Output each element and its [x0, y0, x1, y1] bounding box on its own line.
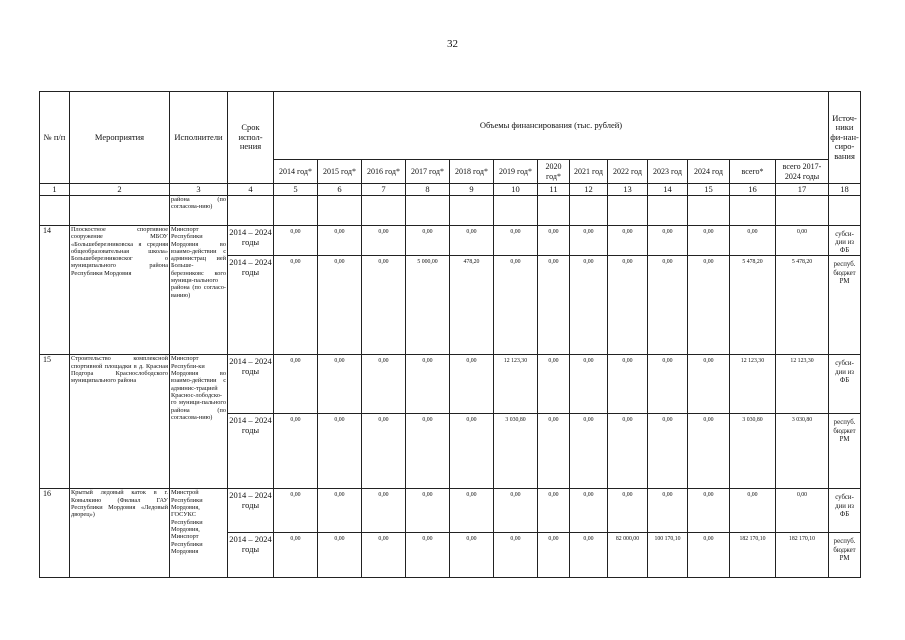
value-cell: 0,00: [730, 226, 776, 256]
source-cell: респуб. бюджет РМ: [829, 533, 861, 578]
value-cell: 0,00: [570, 533, 608, 578]
value-cell: 0,00: [274, 533, 318, 578]
header-total: всего*: [730, 160, 776, 184]
value-cell: 5 000,00: [406, 256, 450, 355]
column-number: 2: [70, 184, 170, 196]
value-cell: 0,00: [362, 489, 406, 533]
header-year: 2019 год*: [494, 160, 538, 184]
column-number: 18: [829, 184, 861, 196]
executor-cell: Минстрой Республики Мордовия, ГОСУКС Республики Мордовия, Минспорт Республики Мордовия: [170, 489, 228, 578]
continuation-cell: [494, 196, 538, 226]
source-cell: субси-дии из ФБ: [829, 226, 861, 256]
value-cell: 0,00: [538, 355, 570, 414]
continuation-cell: [70, 196, 170, 226]
continuation-cell: [362, 196, 406, 226]
column-number: 12: [570, 184, 608, 196]
value-cell: 0,00: [274, 256, 318, 355]
value-cell: 5 478,20: [730, 256, 776, 355]
column-number: 6: [318, 184, 362, 196]
value-cell: 82 000,00: [608, 533, 648, 578]
executor-cell: Минспорт Республики Мордовия во взаимо-действии с администрац ией Больше-березниковс кого муници-пального района (по согласо-ванию): [170, 226, 228, 355]
value-cell: 0,00: [362, 256, 406, 355]
value-cell: 0,00: [570, 489, 608, 533]
value-cell: 0,00: [318, 355, 362, 414]
continuation-cell: [450, 196, 494, 226]
value-cell: 0,00: [688, 256, 730, 355]
column-number: 9: [450, 184, 494, 196]
header-num: № п/п: [40, 92, 70, 184]
source-cell: субси-дии из ФБ: [829, 355, 861, 414]
value-cell: 182 170,10: [730, 533, 776, 578]
value-cell: 0,00: [362, 226, 406, 256]
value-cell: 12 123,30: [494, 355, 538, 414]
value-cell: 0,00: [450, 355, 494, 414]
value-cell: 0,00: [538, 256, 570, 355]
table-row: [40, 489, 861, 533]
value-cell: 0,00: [688, 226, 730, 256]
column-number: 4: [228, 184, 274, 196]
header-year: 2014 год*: [274, 160, 318, 184]
term-cell: 2014 – 2024 годы: [228, 355, 274, 414]
source-cell: респуб. бюджет РМ: [829, 414, 861, 489]
column-number: 8: [406, 184, 450, 196]
value-cell: 5 478,20: [776, 256, 829, 355]
continuation-executor: района (по согласова-нию): [170, 196, 228, 226]
continuation-cell: [570, 196, 608, 226]
value-cell: 0,00: [406, 533, 450, 578]
value-cell: 0,00: [362, 533, 406, 578]
value-cell: 0,00: [318, 533, 362, 578]
measure-cell: Крытый ледовый каток в г. Ковылкино (Филиал ГАУ Республики Мордовия «Ледовый дворец»): [70, 489, 170, 578]
continuation-cell: [829, 196, 861, 226]
value-cell: 0,00: [494, 533, 538, 578]
continuation-cell: [318, 196, 362, 226]
value-cell: 0,00: [406, 226, 450, 256]
value-cell: 0,00: [648, 414, 688, 489]
value-cell: 0,00: [274, 489, 318, 533]
row-number: 14: [40, 226, 70, 355]
value-cell: 0,00: [538, 533, 570, 578]
value-cell: 0,00: [318, 414, 362, 489]
column-number: 7: [362, 184, 406, 196]
column-number: 10: [494, 184, 538, 196]
column-number: 17: [776, 184, 829, 196]
value-cell: 0,00: [608, 489, 648, 533]
value-cell: 0,00: [362, 355, 406, 414]
header-measures: Мероприятия: [70, 92, 170, 184]
continuation-cell: [228, 196, 274, 226]
value-cell: 0,00: [318, 226, 362, 256]
value-cell: 0,00: [494, 489, 538, 533]
value-cell: 0,00: [274, 355, 318, 414]
source-cell: субси-дии из ФБ: [829, 489, 861, 533]
value-cell: 0,00: [538, 226, 570, 256]
value-cell: 0,00: [608, 355, 648, 414]
column-number: 14: [648, 184, 688, 196]
column-number: 16: [730, 184, 776, 196]
value-cell: 0,00: [648, 355, 688, 414]
value-cell: 0,00: [538, 489, 570, 533]
value-cell: 182 170,10: [776, 533, 829, 578]
value-cell: 0,00: [406, 489, 450, 533]
value-cell: 478,20: [450, 256, 494, 355]
continuation-cell: [776, 196, 829, 226]
value-cell: 0,00: [570, 414, 608, 489]
continuation-cell: [648, 196, 688, 226]
value-cell: 0,00: [730, 489, 776, 533]
value-cell: 0,00: [688, 489, 730, 533]
header-year: 2020 год*: [538, 160, 570, 184]
value-cell: 0,00: [608, 226, 648, 256]
header-year: 2024 год: [688, 160, 730, 184]
row-number: 15: [40, 355, 70, 489]
term-cell: 2014 – 2024 годы: [228, 489, 274, 533]
value-cell: 0,00: [648, 256, 688, 355]
value-cell: 0,00: [688, 414, 730, 489]
header-year: 2018 год*: [450, 160, 494, 184]
row-number: 16: [40, 489, 70, 578]
column-number: 3: [170, 184, 228, 196]
table-row: [40, 226, 861, 256]
header-volumes: Объемы финансирования (тыс. рублей): [274, 92, 829, 160]
executor-cell: Минспорт Республи-ки Мордовия во взаимо-действии с админис-трацией Краснос-лободско-го муници-пального района (по согласова-нию): [170, 355, 228, 489]
measure-cell: Плоскостное спортивное сооружение МБОУ «Большеберезниковска я средняя общеобразовательная школа» Большеберезниковског о муниципального района Республики Мордовия: [70, 226, 170, 355]
value-cell: 0,00: [362, 414, 406, 489]
value-cell: 0,00: [406, 355, 450, 414]
value-cell: 100 170,10: [648, 533, 688, 578]
value-cell: 0,00: [538, 414, 570, 489]
term-cell: 2014 – 2024 годы: [228, 414, 274, 489]
value-cell: 0,00: [608, 256, 648, 355]
value-cell: 0,00: [450, 489, 494, 533]
page-number: 32: [447, 38, 458, 50]
value-cell: 0,00: [570, 355, 608, 414]
value-cell: 0,00: [776, 489, 829, 533]
header-year: 2015 год*: [318, 160, 362, 184]
continuation-cell: [730, 196, 776, 226]
value-cell: 0,00: [274, 414, 318, 489]
value-cell: 0,00: [570, 226, 608, 256]
value-cell: 0,00: [450, 533, 494, 578]
measure-cell: Строительство комплексной спортивной площадки в д. Красная Подгора Краснослободского муниципального района: [70, 355, 170, 489]
continuation-cell: [608, 196, 648, 226]
value-cell: 12 123,30: [730, 355, 776, 414]
header-year: 2023 год: [648, 160, 688, 184]
financing-table: [39, 91, 861, 578]
value-cell: 0,00: [688, 533, 730, 578]
term-cell: 2014 – 2024 годы: [228, 226, 274, 256]
continuation-cell: [538, 196, 570, 226]
value-cell: 3 030,80: [730, 414, 776, 489]
value-cell: 0,00: [688, 355, 730, 414]
continuation-cell: [688, 196, 730, 226]
value-cell: 0,00: [450, 414, 494, 489]
column-number: 5: [274, 184, 318, 196]
header-term: Срок испол-нения: [228, 92, 274, 184]
value-cell: 0,00: [494, 226, 538, 256]
header-executors: Исполнители: [170, 92, 228, 184]
value-cell: 3 030,80: [494, 414, 538, 489]
value-cell: 0,00: [776, 226, 829, 256]
column-number: 1: [40, 184, 70, 196]
continuation-cell: [406, 196, 450, 226]
header-year: 2022 год: [608, 160, 648, 184]
value-cell: 0,00: [494, 256, 538, 355]
value-cell: 12 123,30: [776, 355, 829, 414]
value-cell: 0,00: [570, 256, 608, 355]
header-year: 2017 год*: [406, 160, 450, 184]
value-cell: 0,00: [318, 489, 362, 533]
value-cell: 0,00: [318, 256, 362, 355]
value-cell: 0,00: [274, 226, 318, 256]
header-year: 2016 год*: [362, 160, 406, 184]
header-year: 2021 год: [570, 160, 608, 184]
term-cell: 2014 – 2024 годы: [228, 533, 274, 578]
value-cell: 0,00: [648, 489, 688, 533]
value-cell: 0,00: [608, 414, 648, 489]
source-cell: респуб. бюджет РМ: [829, 256, 861, 355]
table-row: [40, 355, 861, 414]
value-cell: 0,00: [450, 226, 494, 256]
continuation-cell: [40, 196, 70, 226]
value-cell: 0,00: [406, 414, 450, 489]
column-number: 11: [538, 184, 570, 196]
term-cell: 2014 – 2024 годы: [228, 256, 274, 355]
column-number: 15: [688, 184, 730, 196]
value-cell: 0,00: [648, 226, 688, 256]
header-sources: Источ-ники фи-нан-сиро-вания: [829, 92, 861, 184]
value-cell: 3 030,80: [776, 414, 829, 489]
header-total-2017-2024: всего 2017-2024 годы: [776, 160, 829, 184]
column-number: 13: [608, 184, 648, 196]
continuation-cell: [274, 196, 318, 226]
